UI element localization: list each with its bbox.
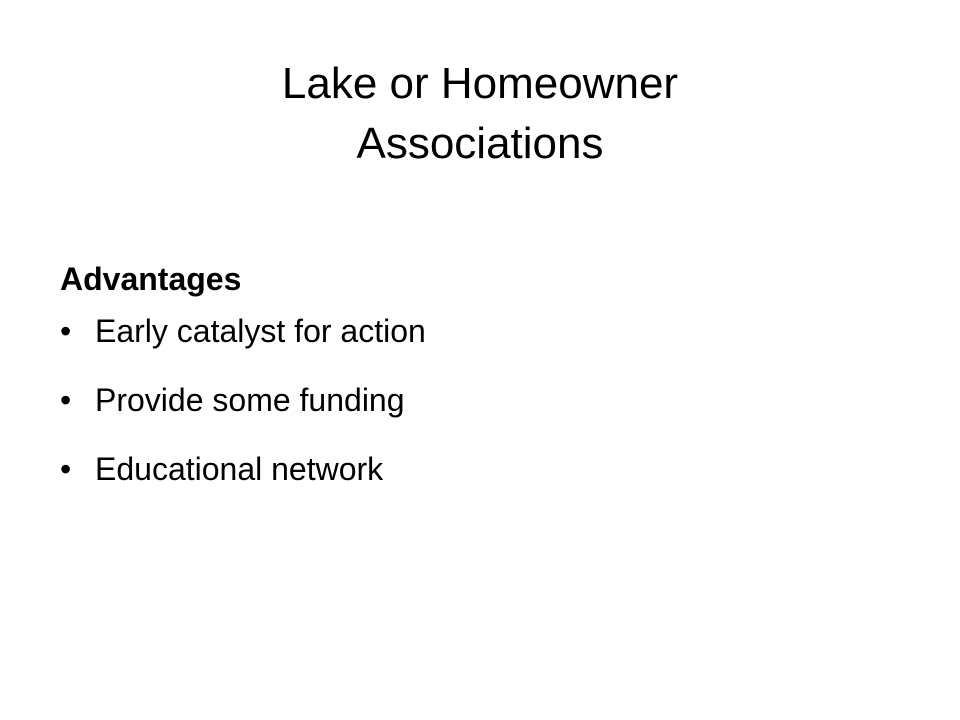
bullet-text: Provide some funding <box>95 382 405 418</box>
bullet-icon: • <box>60 451 72 487</box>
bullet-item <box>60 450 900 489</box>
bullet-icon: • <box>60 313 72 349</box>
bullet-text: Educational network <box>95 451 384 487</box>
bullet-icon: • <box>60 382 72 418</box>
bullet-item <box>60 381 900 420</box>
slide-body <box>60 252 900 519</box>
section-heading: Advantages <box>60 261 242 297</box>
slide-title-line-1: Lake or Homeowner <box>281 59 679 108</box>
bullet-list <box>60 312 900 489</box>
slide-title <box>48 54 912 174</box>
bullet-text: Early catalyst for action <box>95 313 426 349</box>
slide-title-line-2: Associations <box>356 119 604 168</box>
bullet-item <box>60 312 900 351</box>
